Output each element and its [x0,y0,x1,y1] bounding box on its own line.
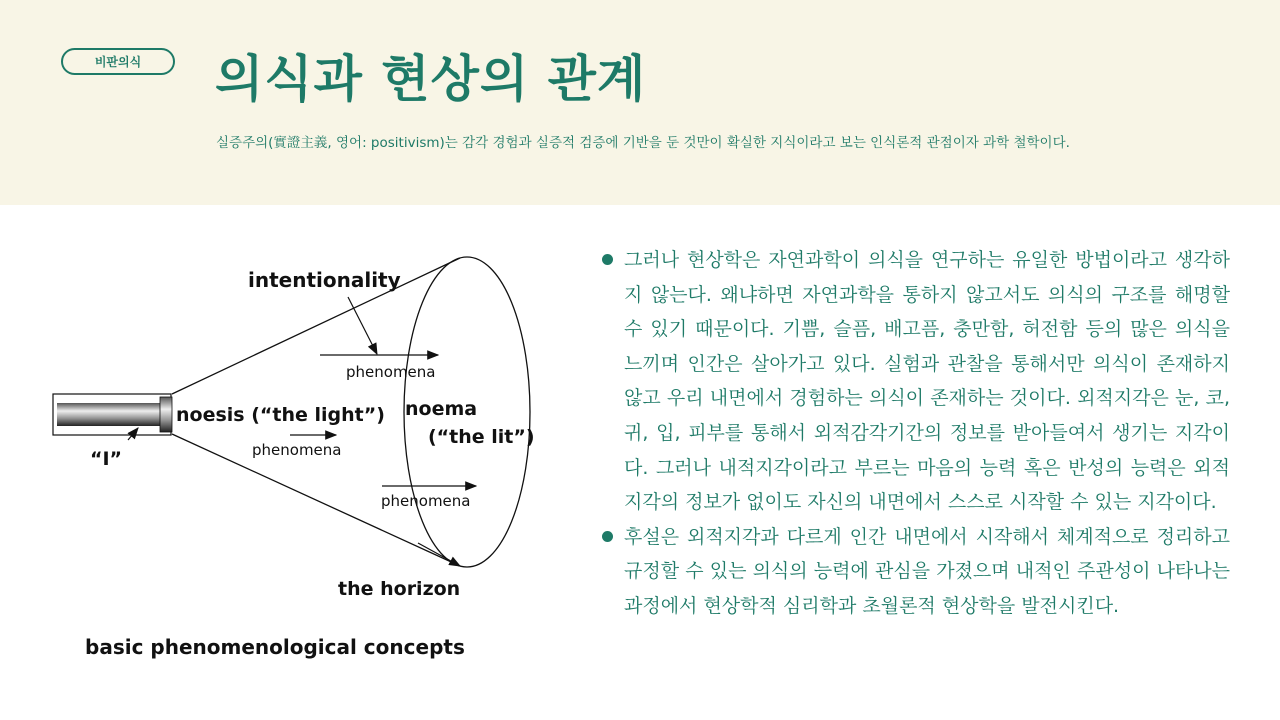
phenomenology-diagram [40,240,560,680]
bullet-text: 그러나 현상학은 자연과학이 의식을 연구하는 유일한 방법이라고 생각하지 않는다. 왜냐하면 자연과학을 통하지 않고서도 의식의 구조를 해명할 수 있기 때문이다. 기쁨, 슬픔, 배고픔, 충만함, 허전함 등의 많은 의식을 느끼며 인간은 살아가고 있다. 실험과 관찰을 통해서만 의식이 존재하지 않고 우리 내면에서 경험하는 의식이 존재하는 것이다. 외적지각은 눈, 코, 귀, 입, 피부를 통해서 외적감각기간의 정보를 받아들여서 생기는 지각이다. 그러나 내적지각이라고 부르는 마음의 능력 혹은 반성의 능력은 외적 지각의 정보가 없이도 자신의 내면에서 스스로 시작할 수 있는 지각이다. [624,249,1230,514]
phenomena-bottom-label: phenomena [381,492,471,510]
bullet-list [600,243,1230,624]
the-lit-label: (“the lit”) [428,426,535,448]
page-subtitle: 실증주의(實證主義, 영어: positivism)는 감각 경험과 실증적 검증에 기반을 둔 것만이 확실한 지식이라고 보는 인식론적 관점이자 과학 철학이다. [216,135,1070,151]
diagram-svg [40,240,560,680]
intentionality-label: intentionality [248,268,401,292]
bullet-item [600,520,1230,624]
diagram-caption: basic phenomenological concepts [85,635,465,659]
bullet-text: 후설은 외적지각과 다르게 인간 내면에서 시작해서 체계적으로 정리하고 규정할 수 있는 의식의 능력에 관심을 가졌으며 내적인 주관성이 나타나는 과정에서 현상학적 심리학과 초월론적 현상학을 발전시킨다. [624,525,1230,617]
category-tag: 비판의식 [61,48,175,75]
horizon-pointer [418,543,460,566]
bullet-dot-icon [602,531,613,542]
intentionality-pointer [348,297,377,354]
phenomena-mid-label: phenomena [252,441,342,459]
flashlight-body [57,403,160,426]
bullet-item [600,243,1230,520]
noesis-label: noesis (“the light”) [176,404,385,426]
bullet-dot-icon [602,254,613,265]
horizon-label: the horizon [338,578,461,600]
phenomena-top-label: phenomena [346,363,436,381]
page-title: 의식과 현상의 관계 [215,50,647,108]
noema-label: noema [405,398,478,420]
flashlight-head [160,397,172,432]
i-label: “I” [90,448,123,470]
